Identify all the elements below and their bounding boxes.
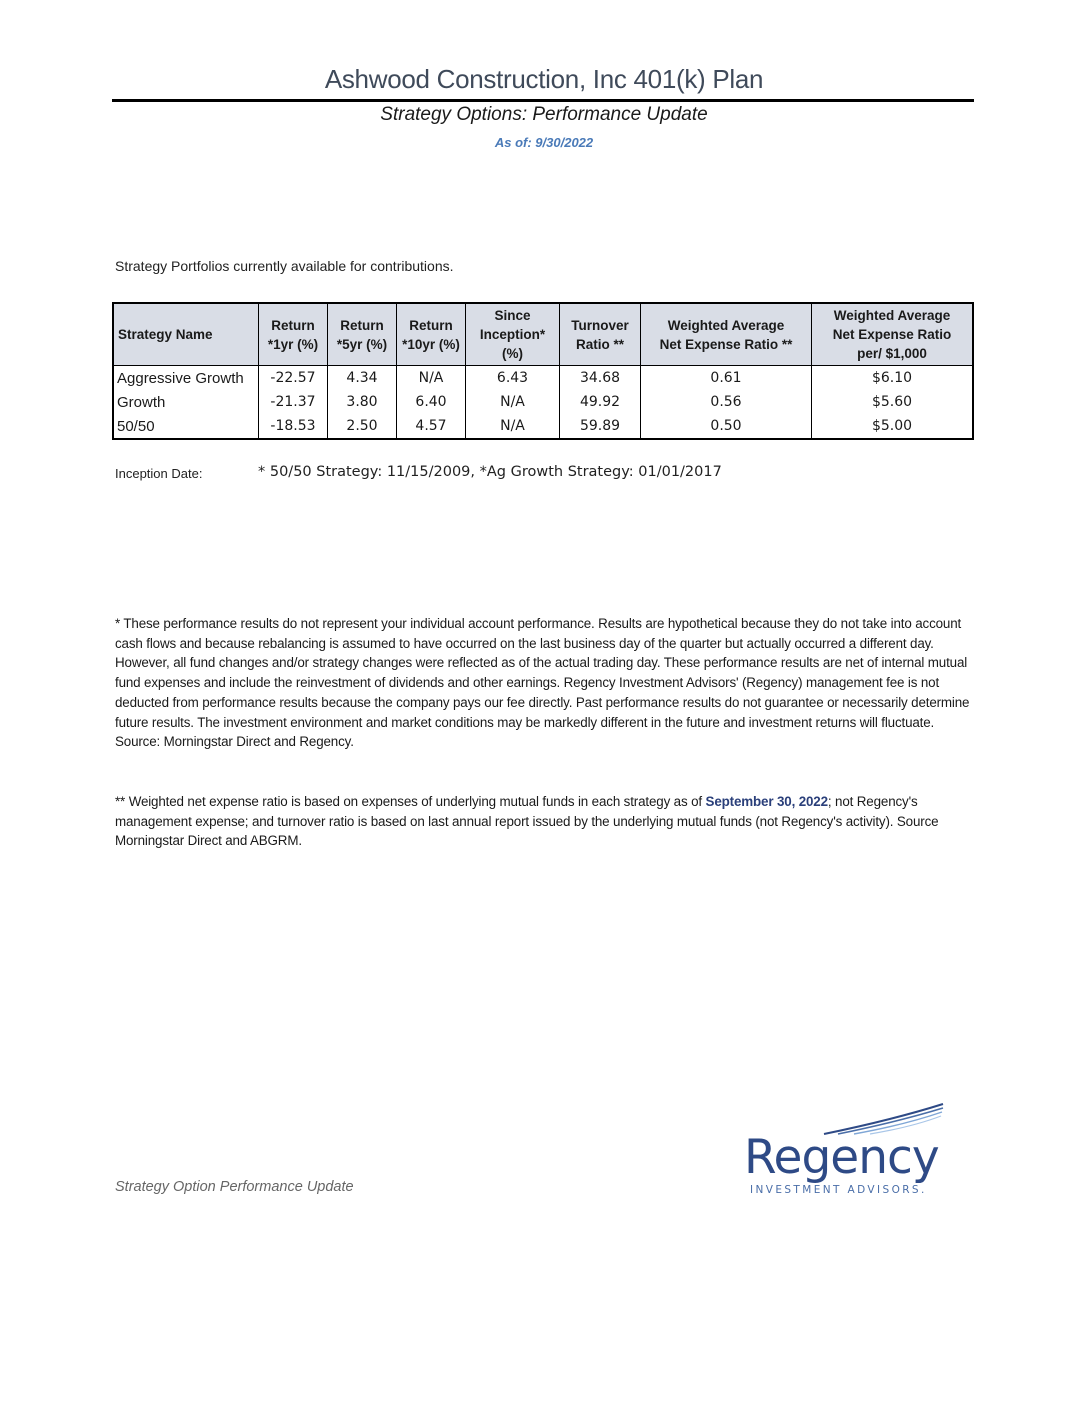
expense-note-text: ** Weighted net expense ratio is based on expenses of underlying mutual funds in each strategy as of: [115, 794, 706, 809]
cell-per-1000: $6.10: [812, 366, 974, 391]
cell-return-5yr: 3.80: [328, 390, 397, 414]
cell-since-inception: N/A: [466, 390, 560, 414]
cell-strategy-name: Growth: [113, 390, 259, 414]
inception-date-label: Inception Date:: [115, 466, 203, 481]
cell-per-1000: $5.00: [812, 414, 974, 439]
header-return-5yr: Return *5yr (%): [328, 303, 397, 366]
header-expense-per-1000: Weighted Average Net Expense Ratio per/ $1,000: [812, 303, 974, 366]
header-turnover-ratio: Turnover Ratio **: [560, 303, 641, 366]
cell-return-1yr: -22.57: [259, 366, 328, 391]
logo-wordmark: Regency: [744, 1130, 939, 1185]
header-strategy-name: Strategy Name: [113, 303, 259, 366]
cell-strategy-name: 50/50: [113, 414, 259, 439]
document-title: Ashwood Construction, Inc 401(k) Plan: [324, 64, 764, 94]
cell-return-10yr: 6.40: [397, 390, 466, 414]
cell-return-10yr: N/A: [397, 366, 466, 391]
cell-since-inception: N/A: [466, 414, 560, 439]
cell-return-5yr: 4.34: [328, 366, 397, 391]
cell-turnover: 49.92: [560, 390, 641, 414]
cell-turnover: 59.89: [560, 414, 641, 439]
logo-tagline: INVESTMENT ADVISORS.: [750, 1184, 927, 1196]
header-return-10yr: Return *10yr (%): [397, 303, 466, 366]
performance-disclaimer: * These performance results do not represent your individual account performance. Results are hypothetical because they do not take into account cash flows and because rebalancing is assumed to have occurred on the last business day of the quarter but actually occurred a different day. However, all fund changes and/or strategy changes were reflected as of the actual trading day. These performance results are net of internal mutual fund expenses and include the reinvestment of dividends and other earnings. Regency Investment Advisors' (Regency) management fee is not deducted from performance results because the company pays our fee directly. Past performance results do not guarantee or necessarily determine future results. The investment environment and market conditions may be markedly different in the future and investment returns will fluctuate. Source: Morningstar Direct and Regency.: [115, 616, 970, 750]
cell-net-expense: 0.50: [641, 414, 812, 439]
header-since-inception: Since Inception* (%): [466, 303, 560, 366]
expense-note-text-cont: ; not Regency's management expense; and turnover ratio is based on last annual report issued by the underlying mutual funds (not Regency's activity). Source Morningstar Direct and ABGRM.: [115, 794, 939, 849]
cell-return-1yr: -21.37: [259, 390, 328, 414]
cell-turnover: 34.68: [560, 366, 641, 391]
table-row: [113, 390, 973, 414]
table-row: [113, 414, 973, 439]
table-row: [113, 366, 973, 391]
cell-return-5yr: 2.50: [328, 414, 397, 439]
cell-net-expense: 0.56: [641, 390, 812, 414]
cell-since-inception: 6.43: [466, 366, 560, 391]
header-return-1yr: Return *1yr (%): [259, 303, 328, 366]
header-net-expense-ratio: Weighted Average Net Expense Ratio **: [641, 303, 812, 366]
performance-table: [112, 302, 974, 440]
expense-ratio-note: [115, 792, 975, 851]
page-footer: Strategy Option Performance Update: [115, 1179, 354, 1195]
document-subtitle: Strategy Options: Performance Update: [380, 104, 708, 125]
table-header-row: [113, 303, 973, 366]
title-divider: [112, 99, 974, 102]
cell-return-10yr: 4.57: [397, 414, 466, 439]
cell-per-1000: $5.60: [812, 390, 974, 414]
cell-strategy-name: Aggressive Growth: [113, 366, 259, 391]
as-of-date: As of: 9/30/2022: [494, 135, 594, 150]
inception-date-value: * 50/50 Strategy: 11/15/2009, *Ag Growth Strategy: 01/01/2017: [258, 464, 722, 480]
regency-logo: [742, 1100, 952, 1200]
cell-net-expense: 0.61: [641, 366, 812, 391]
intro-text: Strategy Portfolios currently available for contributions.: [115, 258, 454, 274]
cell-return-1yr: -18.53: [259, 414, 328, 439]
expense-note-date: September 30, 2022: [705, 794, 828, 809]
